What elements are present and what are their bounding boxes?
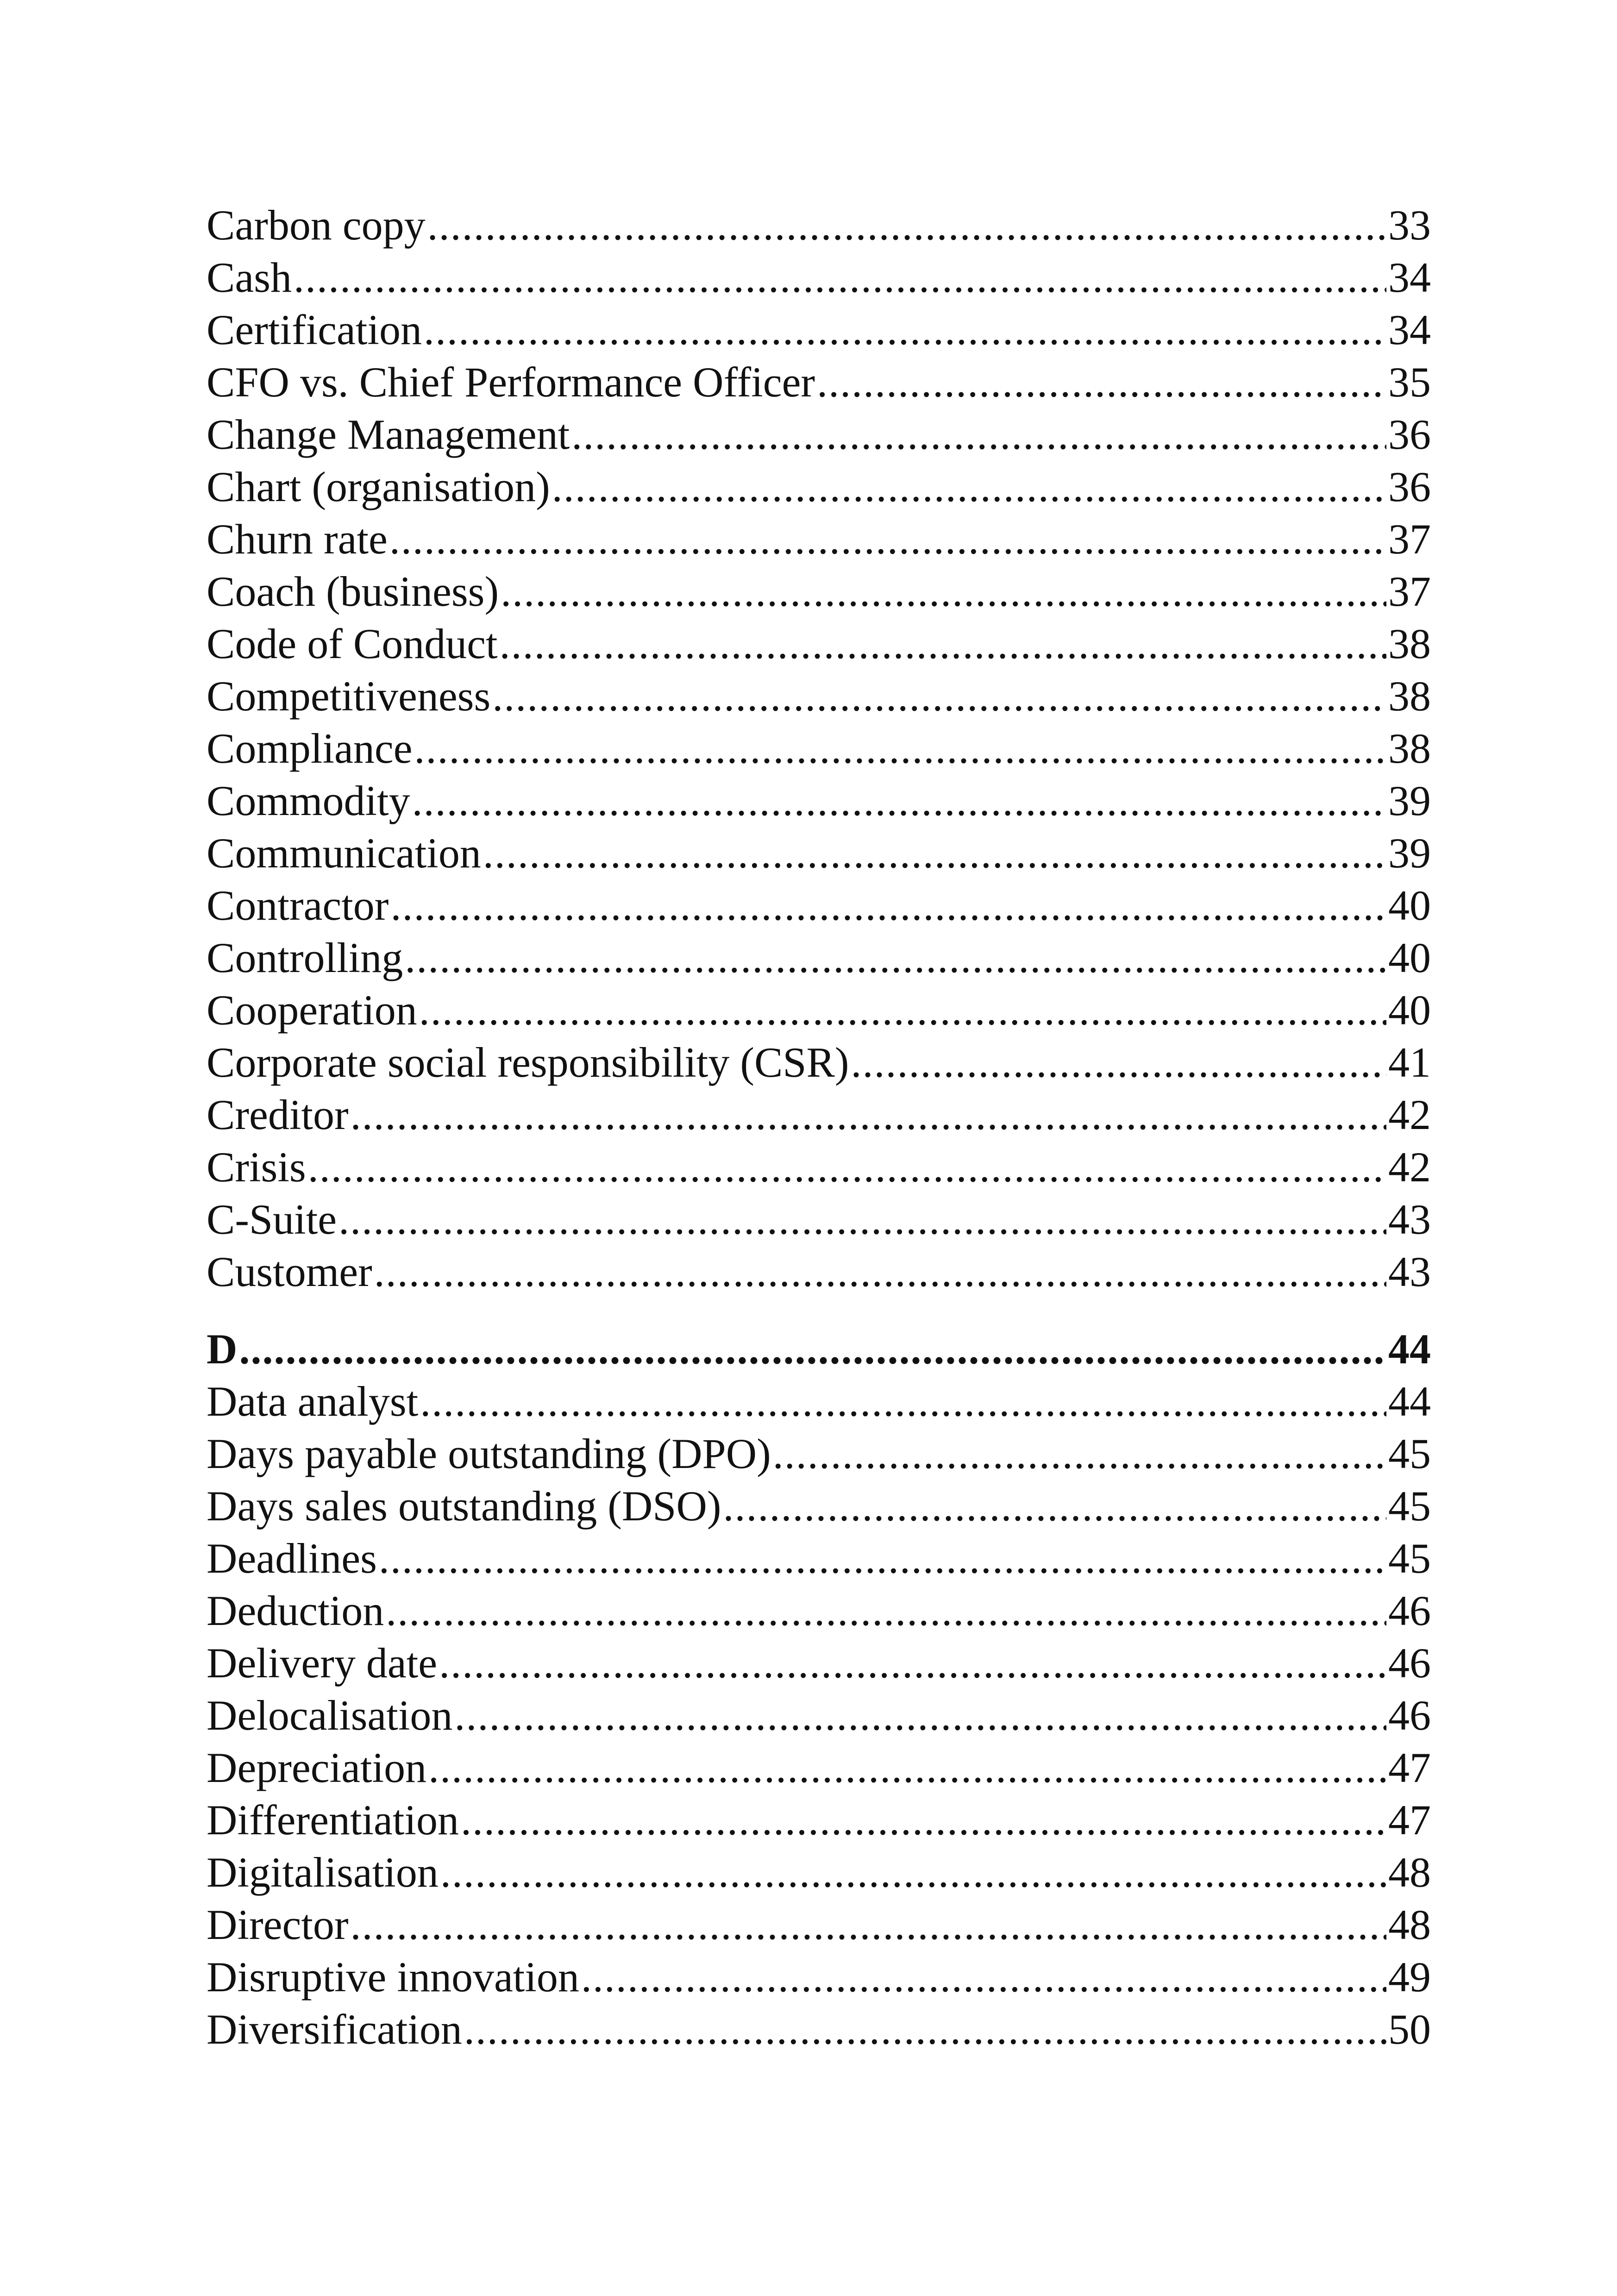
toc-entry-page: 43 — [1388, 1248, 1431, 1295]
toc-entry-page: 34 — [1388, 254, 1431, 301]
toc-entry-page: 48 — [1388, 1901, 1431, 1948]
toc-entry-label: Competitiveness — [207, 672, 491, 720]
toc-entry-label: Delocalisation — [207, 1692, 453, 1739]
dot-leader — [851, 1036, 1386, 1089]
dot-leader — [351, 1089, 1386, 1141]
toc-entry — [207, 984, 1431, 1036]
toc-entry-label: Chart (organisation) — [207, 463, 550, 510]
dot-leader — [414, 722, 1386, 775]
toc-entry-label: Days sales outstanding (DSO) — [207, 1482, 721, 1530]
toc-entry-page: 42 — [1388, 1091, 1431, 1138]
dot-leader — [439, 1637, 1386, 1689]
toc-entry-label: Deadlines — [207, 1535, 377, 1582]
toc-entry-page: 35 — [1388, 358, 1431, 406]
dot-leader — [389, 513, 1386, 565]
toc-entry-label: Cooperation — [207, 986, 417, 1034]
toc-entry-page: 45 — [1388, 1535, 1431, 1582]
dot-leader — [552, 461, 1386, 513]
toc-entry — [207, 1193, 1431, 1246]
toc-entry-label: Disruptive innovation — [207, 1953, 579, 2001]
toc-entry — [207, 1428, 1431, 1480]
toc-entry-label: Controlling — [207, 934, 403, 981]
dot-leader — [723, 1480, 1386, 1532]
toc-entry-label: Customer — [207, 1248, 372, 1295]
toc-entry — [207, 408, 1431, 461]
dot-leader — [424, 304, 1386, 356]
dot-leader — [492, 670, 1386, 722]
toc-entry — [207, 356, 1431, 408]
toc-entry-page: 36 — [1388, 411, 1431, 458]
toc-entry-label: Change Management — [207, 411, 570, 458]
toc-entry-label: Code of Conduct — [207, 620, 498, 667]
toc-entry — [207, 1689, 1431, 1742]
toc-entry-label: Depreciation — [207, 1744, 427, 1791]
toc-entry-label: Differentiation — [207, 1796, 459, 1844]
toc-entry — [207, 2003, 1431, 2056]
toc-entry — [207, 1794, 1431, 1846]
toc-entry-label: C-Suite — [207, 1196, 337, 1243]
toc-entry-label: Creditor — [207, 1091, 349, 1138]
toc-entry-label: Contractor — [207, 882, 389, 929]
toc-entry-label: Delivery date — [207, 1639, 438, 1687]
dot-leader — [461, 1794, 1386, 1846]
toc-entry-page: 37 — [1388, 515, 1431, 563]
toc-entry-label: Compliance — [207, 725, 413, 772]
dot-leader — [501, 565, 1386, 618]
toc-entry-page: 49 — [1388, 1953, 1431, 2001]
toc-entry — [207, 304, 1431, 356]
toc-entry — [207, 1846, 1431, 1899]
dot-leader — [239, 1323, 1386, 1375]
dot-leader — [412, 775, 1386, 827]
toc-entry — [207, 1585, 1431, 1637]
toc-entry-page: 45 — [1388, 1482, 1431, 1530]
dot-leader — [483, 827, 1386, 879]
dot-leader — [419, 984, 1386, 1036]
dot-leader — [386, 1585, 1386, 1637]
toc-section-page: 44 — [1388, 1325, 1431, 1373]
toc-entry-page: 34 — [1388, 306, 1431, 353]
toc-entry-page: 43 — [1388, 1196, 1431, 1243]
toc-entry — [207, 722, 1431, 775]
toc-entry-label: Crisis — [207, 1143, 306, 1191]
toc-entry-page: 47 — [1388, 1744, 1431, 1791]
dot-leader — [405, 932, 1386, 984]
toc-entry — [207, 827, 1431, 879]
toc-entry — [207, 565, 1431, 618]
toc-entry-label: Churn rate — [207, 515, 388, 563]
toc-entry-label: Data analyst — [207, 1378, 419, 1425]
toc-entry-label: Deduction — [207, 1587, 384, 1634]
toc-entry-page: 38 — [1388, 620, 1431, 667]
toc-entry — [207, 1246, 1431, 1298]
toc-entry — [207, 199, 1431, 251]
dot-leader — [374, 1246, 1386, 1298]
toc-entry-label: Communication — [207, 829, 481, 877]
toc-entry — [207, 1532, 1431, 1585]
toc-entry — [207, 1089, 1431, 1141]
toc-entry-page: 40 — [1388, 986, 1431, 1034]
dot-leader — [390, 879, 1386, 932]
dot-leader — [500, 618, 1386, 670]
toc-entry-page: 33 — [1388, 201, 1431, 249]
toc-entry — [207, 461, 1431, 513]
table-of-contents — [207, 199, 1431, 2056]
toc-entry — [207, 1480, 1431, 1532]
toc-entry — [207, 1951, 1431, 2003]
toc-entry-page: 38 — [1388, 725, 1431, 772]
toc-entry — [207, 1036, 1431, 1089]
toc-entry-page: 40 — [1388, 882, 1431, 929]
toc-entry — [207, 618, 1431, 670]
dot-leader — [308, 1141, 1386, 1193]
toc-entry-page: 45 — [1388, 1430, 1431, 1477]
toc-section-heading — [207, 1323, 1431, 1375]
toc-entry-page: 48 — [1388, 1849, 1431, 1896]
toc-entry — [207, 932, 1431, 984]
toc-entry — [207, 513, 1431, 565]
toc-entry — [207, 1375, 1431, 1428]
toc-entry-label: Days payable outstanding (DPO) — [207, 1430, 771, 1477]
dot-leader — [571, 408, 1386, 461]
dot-leader — [420, 1375, 1386, 1428]
toc-entry-page: 40 — [1388, 934, 1431, 981]
dot-leader — [817, 356, 1386, 408]
toc-entry — [207, 775, 1431, 827]
dot-leader — [464, 2003, 1386, 2056]
dot-leader — [428, 1742, 1386, 1794]
toc-entry-label: CFO vs. Chief Performance Officer — [207, 358, 815, 406]
toc-entry-label: Cash — [207, 254, 292, 301]
toc-entry — [207, 1141, 1431, 1193]
toc-entry-page: 46 — [1388, 1639, 1431, 1687]
dot-leader — [581, 1951, 1386, 2003]
dot-leader — [427, 199, 1386, 251]
toc-entry — [207, 670, 1431, 722]
toc-entry — [207, 1637, 1431, 1689]
dot-leader — [351, 1899, 1386, 1951]
toc-entry-label: Director — [207, 1901, 349, 1948]
toc-entry-label: Digitalisation — [207, 1849, 439, 1896]
toc-entry-page: 39 — [1388, 829, 1431, 877]
dot-leader — [454, 1689, 1386, 1742]
toc-entry-label: Corporate social responsibility (CSR) — [207, 1039, 849, 1086]
dot-leader — [773, 1428, 1386, 1480]
dot-leader — [338, 1193, 1386, 1246]
toc-entry — [207, 1742, 1431, 1794]
toc-entry-page: 50 — [1388, 2006, 1431, 2053]
toc-entry-label: Commodity — [207, 777, 410, 824]
toc-entry — [207, 251, 1431, 304]
toc-entry-page: 37 — [1388, 568, 1431, 615]
toc-entry — [207, 879, 1431, 932]
toc-entry-page: 46 — [1388, 1692, 1431, 1739]
toc-entry-page: 42 — [1388, 1143, 1431, 1191]
toc-entry-page: 36 — [1388, 463, 1431, 510]
toc-entry-page: 46 — [1388, 1587, 1431, 1634]
toc-entry-page: 41 — [1388, 1039, 1431, 1086]
toc-entry-label: Certification — [207, 306, 422, 353]
toc-entry-page: 47 — [1388, 1796, 1431, 1844]
dot-leader — [379, 1532, 1386, 1585]
toc-entry-label: Coach (business) — [207, 568, 499, 615]
toc-entry-page: 44 — [1388, 1378, 1431, 1425]
toc-section-label: D — [207, 1325, 238, 1373]
toc-entry-page: 39 — [1388, 777, 1431, 824]
toc-entry-label: Diversification — [207, 2006, 462, 2053]
toc-entry-label: Carbon copy — [207, 201, 426, 249]
dot-leader — [294, 251, 1386, 304]
dot-leader — [440, 1846, 1386, 1899]
toc-entry-page: 38 — [1388, 672, 1431, 720]
toc-entry — [207, 1899, 1431, 1951]
